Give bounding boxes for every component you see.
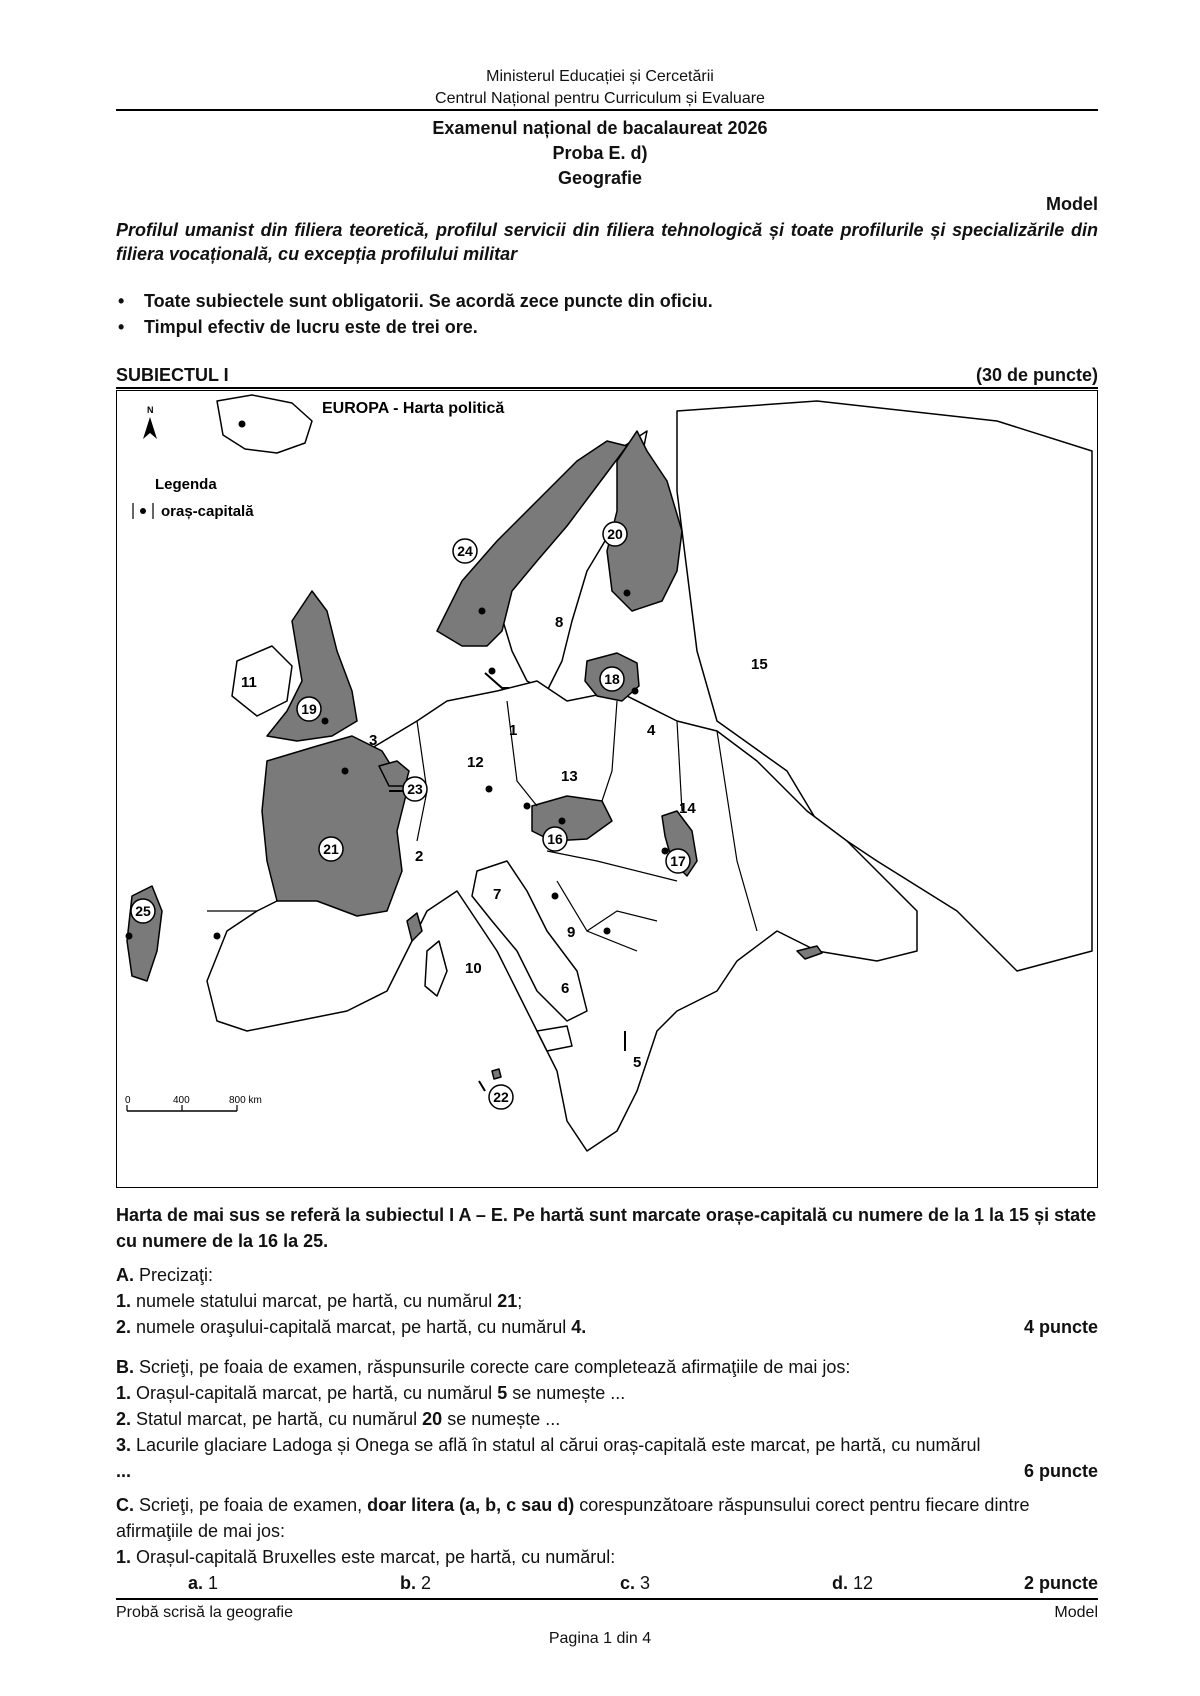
center-name: Centrul Național pentru Curriculum și Evaluare (435, 90, 765, 107)
city-label-8: 8 (555, 614, 564, 631)
part-a-item-1 (116, 1288, 1098, 1314)
part-b-lead (116, 1354, 1098, 1380)
city-label-10: 10 (465, 960, 482, 977)
instruction-item: • Toate subiectele sunt obligatorii. Se acordă zece puncte din oficiu. (116, 288, 713, 314)
part-b-letter: B. (116, 1357, 134, 1377)
item-text: se numește ... (442, 1409, 561, 1429)
profile-description: Profilul umanist din filiera teoretică, profilul servicii din filiera tehnologică și toate profilurile și specializările din filiera vocațională, cu excepția profilului militar (116, 220, 1098, 264)
city-label-12: 12 (467, 754, 484, 771)
item-text: Orașul-capitală marcat, pe hartă, cu numărul (131, 1383, 498, 1403)
item-text: Statul marcat, pe hartă, cu numărul (131, 1409, 423, 1429)
item-value: 5 (497, 1383, 508, 1403)
europe-political-map (116, 390, 1098, 1188)
item-number: 2. (116, 1409, 132, 1429)
option-letter: a. (188, 1573, 204, 1593)
subject-heading (116, 364, 1098, 389)
city-label-5: 5 (633, 1054, 642, 1071)
option-a (188, 1570, 218, 1596)
legend-title: Legenda (155, 476, 217, 493)
land-sardinia (425, 941, 447, 996)
state-badge-23 (403, 777, 427, 801)
city-label-9: 9 (567, 924, 576, 941)
land-sicily (537, 1026, 572, 1051)
legend-capital-icon (133, 503, 153, 519)
option-letter: c. (620, 1573, 636, 1593)
subject-title: SUBIECTUL I (116, 365, 229, 385)
item-text: Lacurile glaciare Ladoga și Onega se află în statul al cărui oraș-capitală este marcat, pe hartă, cu numărul (131, 1435, 981, 1455)
state-label-18: 18 (604, 671, 620, 687)
state-finland (607, 431, 682, 611)
city-label-13: 13 (561, 768, 578, 785)
state-badge-20 (603, 522, 627, 546)
scale-label-0: 0 (125, 1095, 131, 1106)
item-value: 4. (571, 1317, 587, 1337)
footer-left: Probă scrisă la geografie (116, 1604, 293, 1621)
item-number: 1. (116, 1383, 132, 1403)
state-badge-25 (131, 899, 155, 923)
state-label-20: 20 (607, 526, 623, 542)
item-number: 1. (116, 1291, 132, 1311)
map-title: EUROPA - Harta politică (322, 400, 505, 417)
scale-label-400: 400 (173, 1095, 190, 1106)
city-label-4: 4 (647, 722, 656, 739)
footer-rule (116, 1598, 1098, 1600)
exam-title: Examenul național de bacalaureat 2026 (432, 118, 768, 138)
city-label-14: 14 (679, 800, 696, 817)
part-a-item-2 (116, 1314, 1098, 1340)
state-badge-18 (600, 667, 624, 691)
city-label-7: 7 (493, 886, 502, 903)
item-value: 20 (422, 1409, 443, 1429)
map-intro-text: Harta de mai sus se referă la subiectul I A – E. Pe hartă sunt marcate orașe-capitală cu numere de la 1 la 15 și state cu numere de la 16 la 25. (116, 1205, 1097, 1251)
option-value: 2 (416, 1573, 432, 1593)
part-b-item-2 (116, 1406, 1098, 1432)
city-label-2: 2 (415, 848, 424, 865)
state-france (262, 736, 407, 916)
item-end: ; (517, 1291, 523, 1311)
north-label: N (147, 405, 154, 415)
state-label-22: 22 (493, 1089, 509, 1105)
part-b-points: 6 puncte (1023, 1461, 1098, 1481)
item-number: 1. (116, 1547, 132, 1567)
legend-item: oraș-capitală (161, 503, 254, 520)
option-letter: b. (400, 1573, 416, 1593)
part-a-lead-text: Precizaţi: (134, 1265, 214, 1285)
item-text: se numește ... (507, 1383, 626, 1403)
part-a-lead (116, 1262, 1098, 1288)
state-badge-22 (489, 1085, 513, 1109)
state-cyprus (797, 946, 822, 959)
exam-subject: Geografie (557, 168, 643, 188)
item-text: Orașul-capitală Bruxelles este marcat, pe hartă, cu numărul: (131, 1547, 616, 1567)
option-value: 1 (203, 1573, 219, 1593)
item-value: 21 (497, 1291, 518, 1311)
state-malta (492, 1069, 501, 1079)
item-number: 2. (116, 1317, 132, 1337)
part-b-item-3 (116, 1432, 996, 1484)
subject-points: (30 de puncte) (975, 365, 1098, 385)
part-b-lead-text: Scrieţi, pe foaia de examen, răspunsurile corecte care completează afirmaţiile de mai jos: (134, 1357, 851, 1377)
part-a-letter: A. (116, 1265, 134, 1285)
item-text: numele statului marcat, pe hartă, cu numărul (131, 1291, 498, 1311)
part-c-options (116, 1570, 1098, 1596)
instruction-item: • Timpul efectiv de lucru este de trei ore. (116, 314, 713, 340)
part-b-item-1 (116, 1380, 1098, 1406)
part-c-lead-text: corespunzătoare răspunsului corect pentru fiecare dintre afirmaţiile de mai jos: (116, 1495, 1030, 1541)
city-label-6: 6 (561, 980, 570, 997)
state-badge-16 (543, 827, 567, 851)
item-number: 3. (116, 1435, 132, 1455)
part-c-lead-text: Scrieţi, pe foaia de examen, (134, 1495, 368, 1515)
part-c-lead-bold: doar litera (a, b, c sau d) (367, 1495, 575, 1515)
map-drawing (117, 391, 1098, 1188)
exam-proba: Proba E. d) (552, 143, 648, 163)
part-a-points: 4 puncte (1023, 1317, 1098, 1337)
part-c-letter: C. (116, 1495, 134, 1515)
part-c-lead (116, 1492, 1098, 1544)
option-c (620, 1570, 650, 1596)
model-label: Model (1046, 194, 1098, 214)
option-d (832, 1570, 873, 1596)
state-label-21: 21 (323, 841, 339, 857)
city-label-15: 15 (751, 656, 768, 673)
state-label-25: 25 (135, 903, 151, 919)
city-label-1: 1 (509, 722, 518, 739)
item-text: numele oraşului-capitală marcat, pe hartă, cu numărul (131, 1317, 572, 1337)
instructions-list (116, 288, 713, 340)
state-label-16: 16 (547, 831, 563, 847)
option-letter: d. (832, 1573, 848, 1593)
option-value: 3 (635, 1573, 651, 1593)
part-c-item-1 (116, 1544, 1098, 1570)
scale-bar (125, 1095, 262, 1111)
land-iceland (217, 395, 312, 453)
scale-label-800: 800 km (229, 1095, 262, 1106)
state-badge-17 (666, 849, 690, 873)
state-label-23: 23 (407, 781, 423, 797)
ministry-name: Ministerul Educației și Cercetării (486, 68, 714, 85)
city-label-3: 3 (369, 732, 378, 749)
item-value: ... (116, 1461, 132, 1481)
page-number: Pagina 1 din 4 (548, 1630, 652, 1647)
option-b (400, 1570, 431, 1596)
footer-right: Model (1054, 1604, 1098, 1621)
header-rule (116, 109, 1098, 111)
option-value: 12 (848, 1573, 874, 1593)
state-label-17: 17 (670, 853, 686, 869)
state-badge-24 (453, 539, 477, 563)
state-badge-19 (297, 697, 321, 721)
state-badge-21 (319, 837, 343, 861)
state-label-19: 19 (301, 701, 317, 717)
city-label-11: 11 (241, 674, 257, 691)
part-c-points: 2 puncte (1023, 1573, 1098, 1593)
north-arrow-icon (143, 405, 157, 439)
state-label-24: 24 (457, 543, 473, 559)
